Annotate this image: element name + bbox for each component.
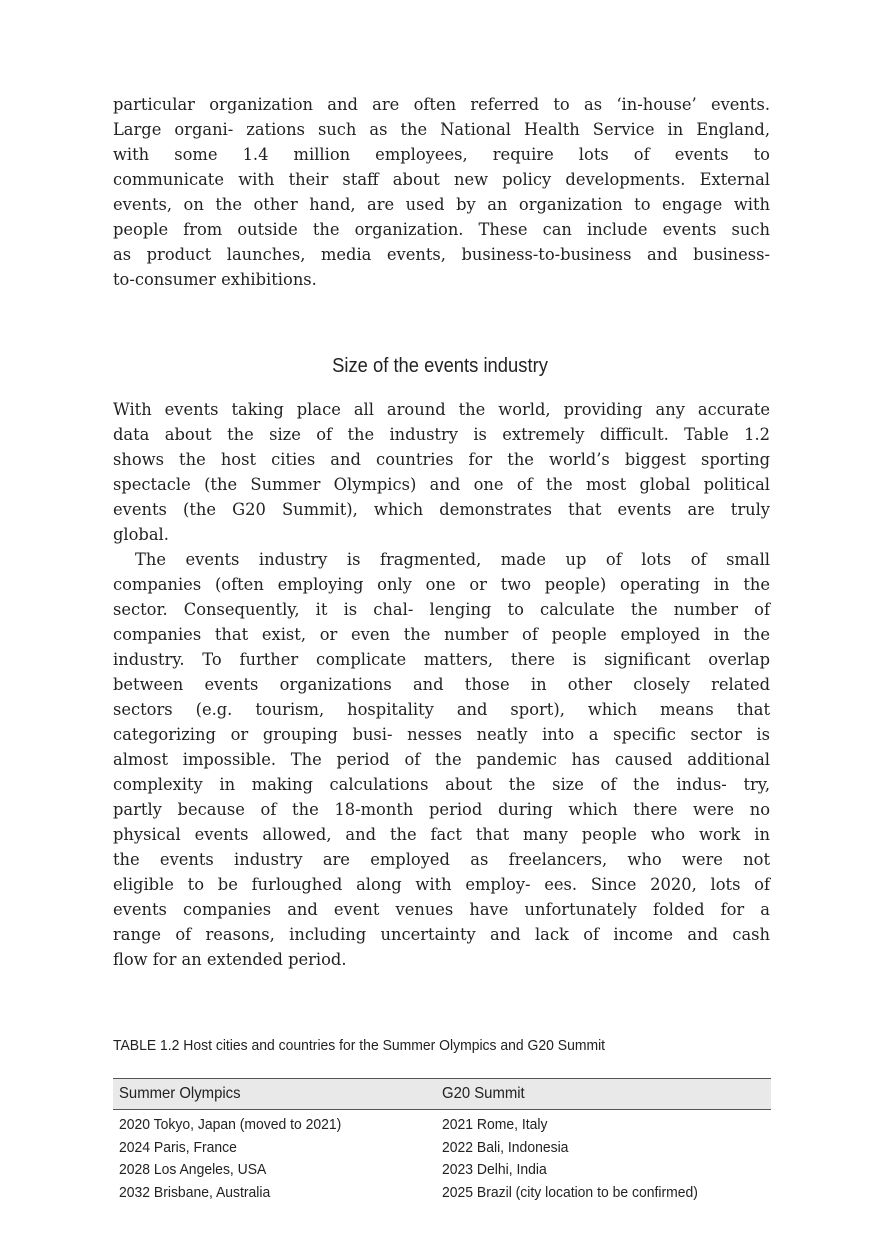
text-line: sector. Consequently, it is chal- lenging to calculate the number of [113, 600, 770, 619]
text-line: almost impossible. The period of the pandemic has caused additional [113, 750, 770, 769]
table-cell-text: 2022 Bali, Indonesia [442, 1138, 569, 1156]
table-cell [113, 1114, 442, 1137]
table-row [113, 1182, 771, 1205]
table-cell [113, 1159, 442, 1182]
table-caption: TABLE 1.2 Host cities and countries for the Summer Olympics and G20 Summit [113, 1037, 606, 1054]
text-line: with some 1.4 million employees, require lots of events to [113, 145, 770, 164]
text-line: as product launches, media events, business-to-business and business- [113, 245, 770, 264]
paragraph-3 [113, 547, 770, 972]
text-line: industry. To further complicate matters, there is significant overlap [113, 650, 770, 669]
paragraph-1 [113, 92, 770, 292]
text-line: events companies and event venues have unfortunately folded for a [113, 900, 770, 919]
text-line: global. [113, 525, 169, 544]
paragraph-2 [113, 397, 770, 547]
text-line: range of reasons, including uncertainty and lack of income and cash [113, 925, 770, 944]
table-cell [113, 1182, 442, 1205]
table-cell-text: 2024 Paris, France [119, 1138, 237, 1156]
table-cell [442, 1159, 771, 1182]
table-row [113, 1159, 771, 1182]
text-line: complexity in making calculations about the size of the indus- try, [113, 775, 770, 794]
text-line: The events industry is fragmented, made up of lots of small [135, 550, 770, 569]
text-line: communicate with their staff about new policy developments. External [113, 170, 770, 189]
text-line: events (the G20 Summit), which demonstrates that events are truly [113, 500, 770, 519]
text-line: eligible to be furloughed along with employ- ees. Since 2020, lots of [113, 875, 770, 894]
table-cell-text: 2032 Brisbane, Australia [119, 1184, 271, 1202]
text-line: companies that exist, or even the number of people employed in the [113, 625, 770, 644]
text-line: shows the host cities and countries for the world’s biggest sporting [113, 450, 770, 469]
table-cell [442, 1182, 771, 1205]
table-cell-text: 2023 Delhi, India [442, 1161, 547, 1179]
text-line: flow for an extended period. [113, 950, 347, 969]
host-cities-table [113, 1078, 771, 1205]
text-line: physical events allowed, and the fact that many people who work in [113, 825, 770, 844]
table-cell-text: 2020 Tokyo, Japan (moved to 2021) [119, 1116, 342, 1133]
table-cell [442, 1137, 771, 1160]
text-line: partly because of the 18-month period during which there were no [113, 800, 770, 819]
table-header-cell: G20 Summit [442, 1085, 525, 1102]
table-cell [442, 1114, 771, 1137]
table-row [113, 1137, 771, 1160]
table-cell-text: 2025 Brazil (city location to be confirmed) [442, 1184, 698, 1202]
table-header-row [113, 1078, 771, 1110]
text-line: categorizing or grouping busi- nesses neatly into a specific sector is [113, 725, 770, 744]
text-line: people from outside the organization. These can include events such [113, 220, 770, 239]
text-line: between events organizations and those in other closely related [113, 675, 770, 694]
text-line: With events taking place all around the world, providing any accurate [113, 400, 770, 419]
text-line: spectacle (the Summer Olympics) and one of the most global political [113, 475, 770, 494]
text-line: Large organi- zations such as the National Health Service in England, [113, 120, 770, 139]
table-body [113, 1110, 771, 1205]
text-line: the events industry are employed as freelancers, who were not [113, 850, 770, 869]
text-line: sectors (e.g. tourism, hospitality and sport), which means that [113, 700, 770, 719]
section-heading: Size of the events industry [332, 355, 548, 377]
table-row [113, 1114, 771, 1137]
table-cell-text: 2021 Rome, Italy [442, 1116, 548, 1133]
text-line: to-consumer exhibitions. [113, 270, 317, 289]
table-cell-text: 2028 Los Angeles, USA [119, 1161, 267, 1179]
text-line: data about the size of the industry is extremely difficult. Table 1.2 [113, 425, 770, 444]
text-line: events, on the other hand, are used by an organization to engage with [113, 195, 770, 214]
table-cell [113, 1137, 442, 1160]
text-line: particular organization and are often referred to as ‘in-house’ events. [113, 95, 770, 114]
table-header-cell: Summer Olympics [119, 1085, 241, 1102]
text-line: companies (often employing only one or two people) operating in the [113, 575, 770, 594]
